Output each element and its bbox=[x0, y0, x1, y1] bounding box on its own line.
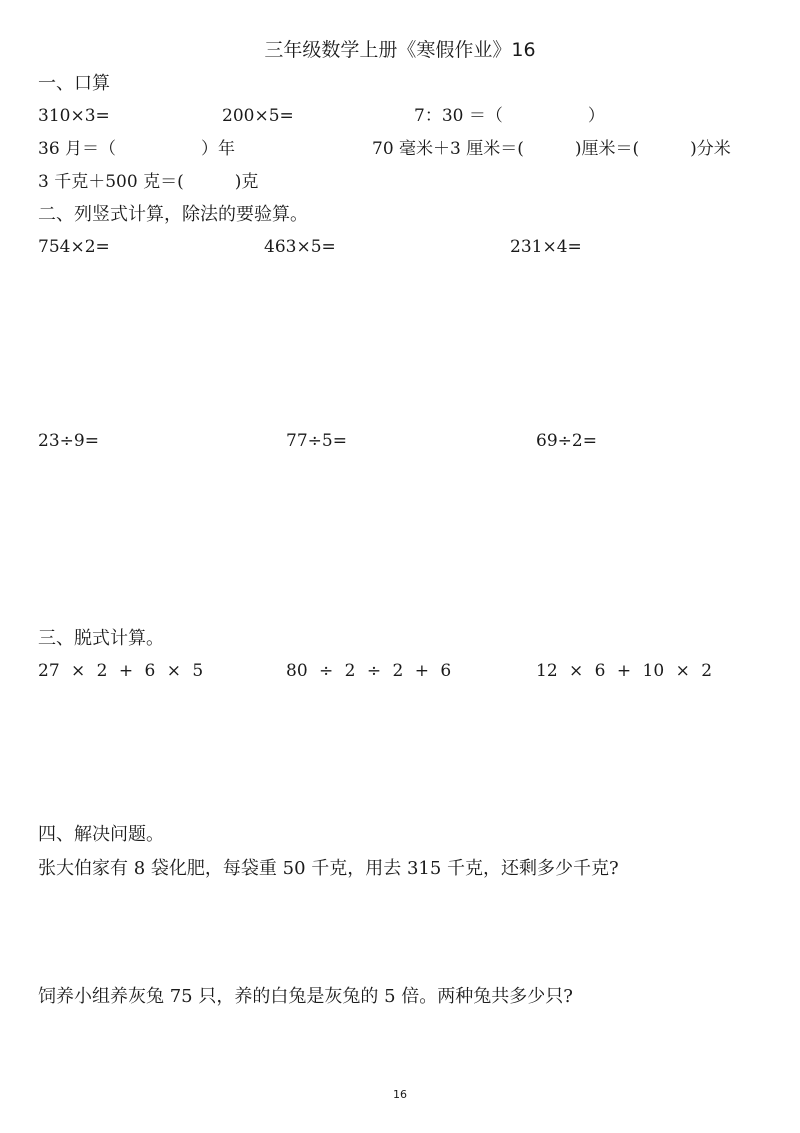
page-title: 三年级数学上册《寒假作业》16 bbox=[264, 39, 536, 61]
page-number: 16 bbox=[393, 1088, 407, 1101]
vertical-question: 77÷5= bbox=[286, 431, 347, 451]
step-question: 27 × 2 + 6 × 5 bbox=[38, 661, 204, 681]
section-heading-vertical-calculation: 二、列竖式计算，除法的要验算。 bbox=[38, 204, 308, 225]
vertical-question: 23÷9= bbox=[38, 431, 99, 451]
oral-question: 7：30 ＝（ ） bbox=[414, 106, 605, 126]
section-heading-step-calculation: 三、脱式计算。 bbox=[38, 628, 164, 649]
oral-question: 36 月＝（ ）年 bbox=[38, 139, 236, 159]
vertical-question: 463×5= bbox=[264, 237, 336, 257]
step-question: 12 × 6 + 10 × 2 bbox=[536, 661, 713, 681]
word-problem: 饲养小组养灰兔 75 只，养的白兔是灰兔的 5 倍。两种兔共多少只? bbox=[38, 986, 573, 1007]
word-problem: 张大伯家有 8 袋化肥，每袋重 50 千克，用去 315 千克，还剩多少千克? bbox=[38, 858, 619, 879]
section-heading-problem-solving: 四、解决问题。 bbox=[38, 824, 164, 845]
oral-question: 3 千克＋500 克＝( )克 bbox=[38, 172, 259, 192]
oral-question: 70 毫米＋3 厘米＝( )厘米＝( )分米 bbox=[372, 139, 731, 159]
vertical-question: 754×2= bbox=[38, 237, 110, 257]
vertical-question: 231×4= bbox=[510, 237, 582, 257]
step-question: 80 ÷ 2 ÷ 2 + 6 bbox=[286, 661, 452, 681]
section-heading-oral-calculation: 一、口算 bbox=[38, 73, 110, 94]
oral-question: 200×5= bbox=[222, 106, 294, 126]
vertical-question: 69÷2= bbox=[536, 431, 597, 451]
oral-question: 310×3= bbox=[38, 106, 110, 126]
